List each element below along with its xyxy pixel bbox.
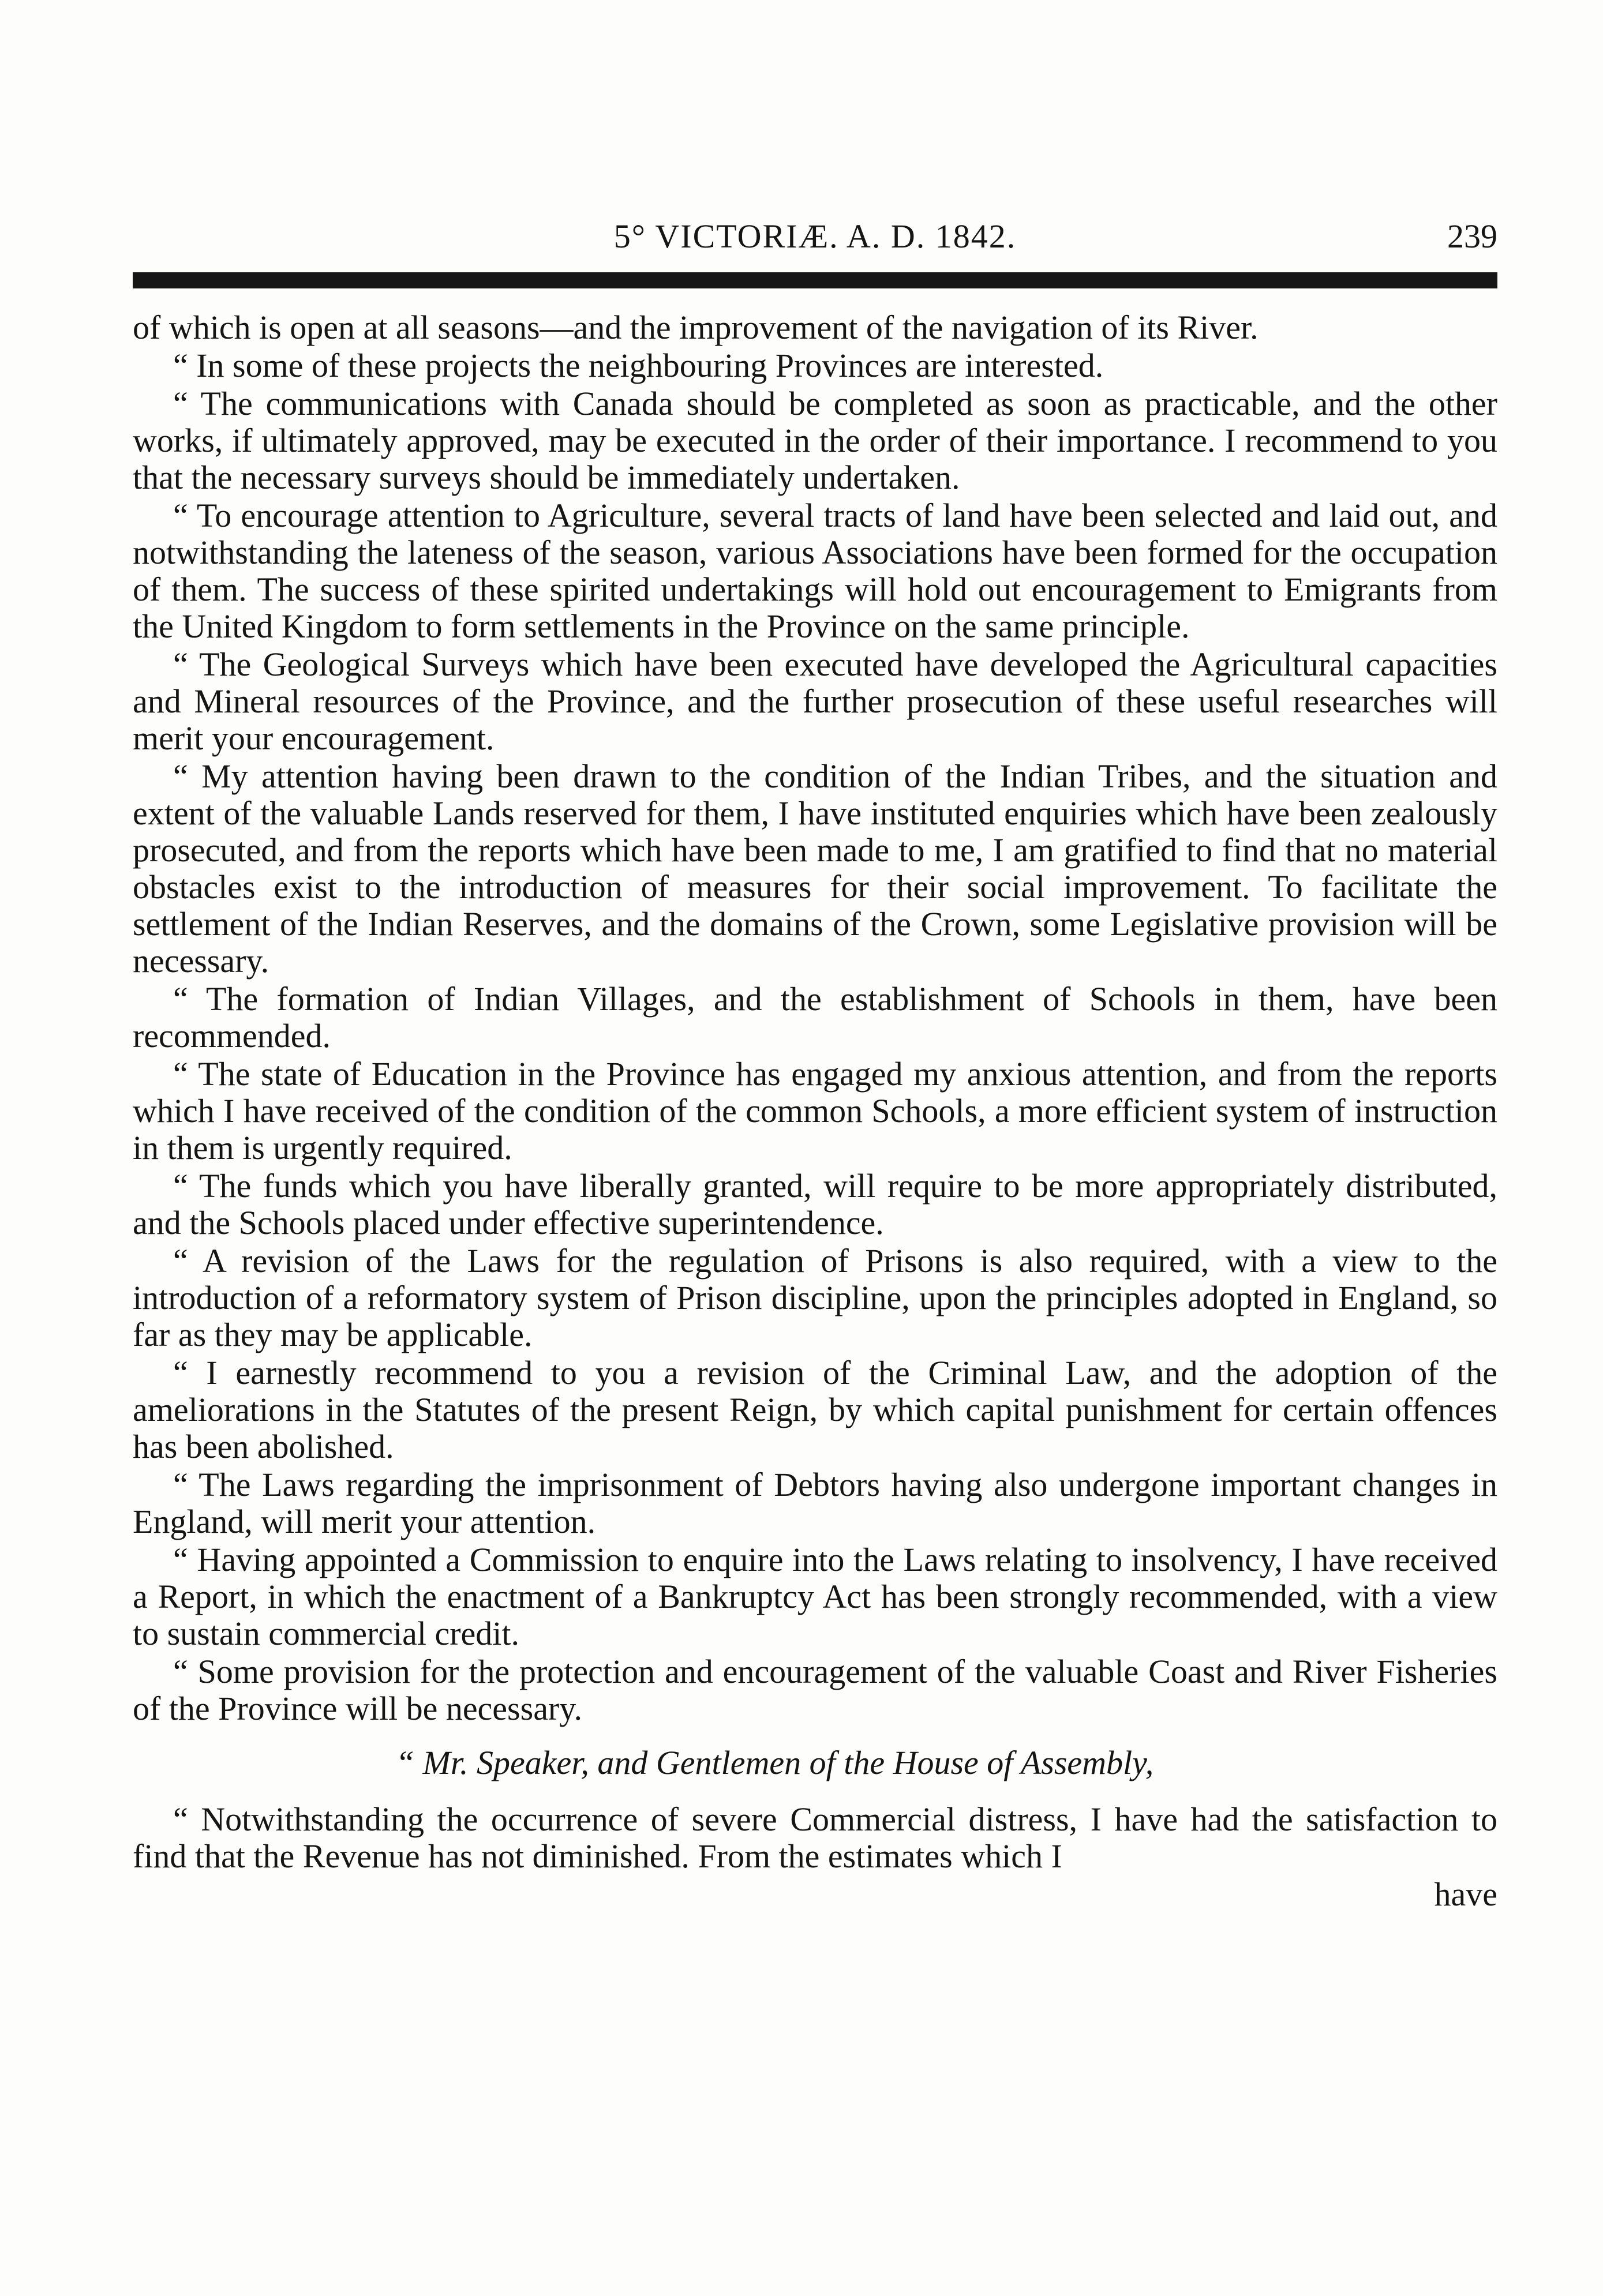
paragraph: “ A revision of the Laws for the regulation of Prisons is also required, with a view to the introduction of a reformatory system of Prison discipline, upon the principles adopted in England, so far as they may be applicable.: [133, 1242, 1497, 1353]
paragraph: “ The state of Education in the Province has engaged my anxious attention, and from the reports which I have received of the condition of the common Schools, a more efficient system of instruction in them is urgently required.: [133, 1055, 1497, 1166]
body-text: [133, 309, 1497, 1913]
paragraph: “ The formation of Indian Villages, and the establishment of Schools in them, have been recommended.: [133, 980, 1497, 1055]
header-rule: [133, 272, 1497, 288]
paragraph: “ To encourage attention to Agriculture, several tracts of land have been selected and laid out, and notwithstanding the lateness of the season, various Associations have been formed for the occupation of them. The success of these spirited undertakings will hold out encouragement to Emigrants from the United Kingdom to form settlements in the Province on the same principle.: [133, 497, 1497, 645]
paragraph: “ The Geological Surveys which have been executed have developed the Agricultural capacities and Mineral resources of the Province, and the further prosecution of these useful researches will merit your encouragement.: [133, 646, 1497, 757]
running-head: 5° VICTORIÆ. A. D. 1842.: [613, 217, 1017, 255]
catchword: have: [1434, 1875, 1497, 1913]
closing-paragraph: “ Notwithstanding the occurrence of severe Commercial distress, I have had the satisfaction to find that the Revenue has not diminished. From the estimates which I: [133, 1800, 1497, 1875]
paragraph: “ Some provision for the protection and encouragement of the valuable Coast and River Fisheries of the Province will be necessary.: [133, 1653, 1497, 1727]
paragraph: “ The Laws regarding the imprisonment of Debtors having also undergone important changes in England, will merit your attention.: [133, 1466, 1497, 1540]
page-number: 239: [1447, 217, 1497, 255]
paragraph: “ My attention having been drawn to the condition of the Indian Tribes, and the situation and extent of the valuable Lands reserved for them, I have instituted enquiries which have been zealously prosecuted, and from the reports which have been made to me, I am gratified to find that no material obstacles exist to the introduction of measures for their social improvement. To facilitate the settlement of the Indian Reserves, and the domains of the Crown, some Legislative provision will be necessary.: [133, 757, 1497, 980]
paragraph: “ The communications with Canada should be completed as soon as practicable, and the other works, if ultimately approved, may be executed in the order of their importance. I recommend to you that the necessary surveys should be immediately undertaken.: [133, 385, 1497, 496]
page-header: [133, 213, 1497, 260]
salutation: “ Mr. Speaker, and Gentlemen of the House of Assembly,: [395, 1744, 1154, 1781]
paragraph: “ In some of these projects the neighbouring Provinces are interested.: [173, 347, 1104, 384]
paragraph: “ Having appointed a Commission to enquire into the Laws relating to insolvency, I have received a Report, in which the enactment of a Bankruptcy Act has been strongly recommended, with a view to sustain commercial credit.: [133, 1541, 1497, 1652]
paragraph: “ The funds which you have liberally granted, will require to be more appropriately distributed, and the Schools placed under effective superintendence.: [133, 1167, 1497, 1241]
paragraph: of which is open at all seasons—and the improvement of the navigation of its River.: [133, 309, 1259, 346]
paragraph: “ I earnestly recommend to you a revision of the Criminal Law, and the adoption of the ameliorations in the Statutes of the present Reign, by which capital punishment for certain offences has been abolished.: [133, 1354, 1497, 1465]
